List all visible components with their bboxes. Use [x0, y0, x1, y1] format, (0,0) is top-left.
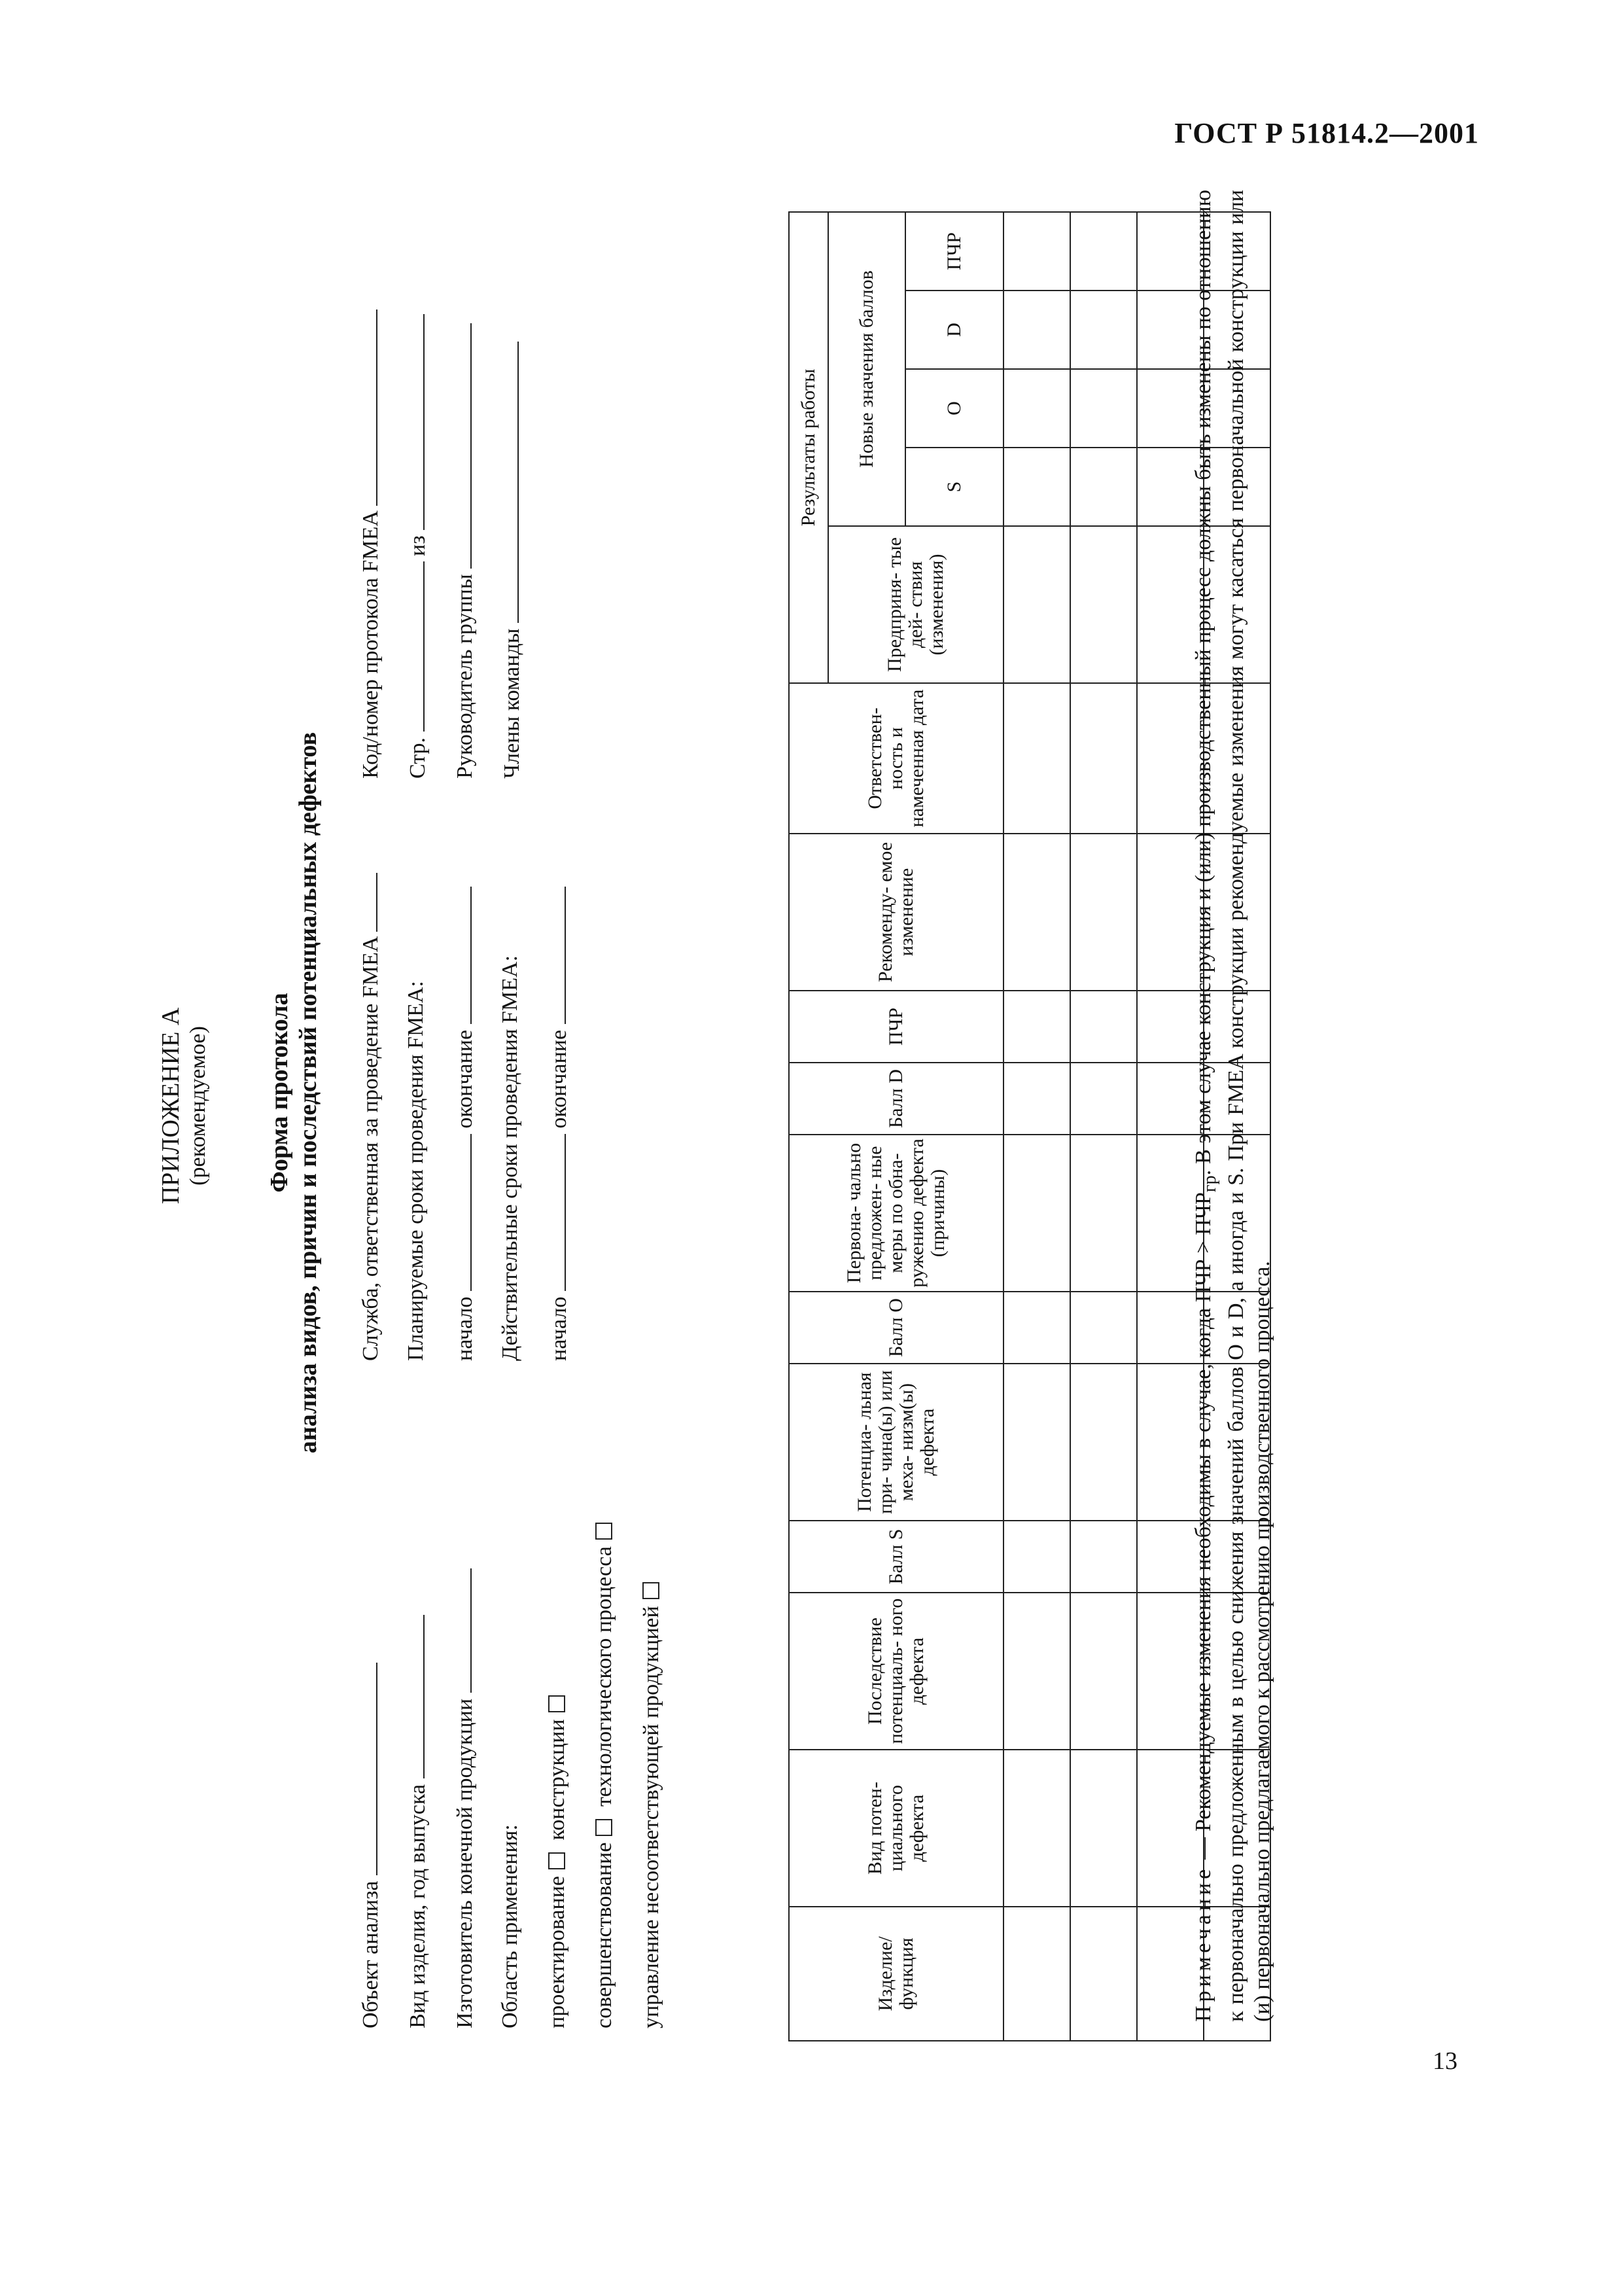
leader-label: Руководитель группы — [453, 574, 477, 779]
col-header-10: Ответствен- ность и намеченная дата — [789, 683, 1003, 834]
planned-end-field[interactable] — [451, 887, 472, 1024]
table-cell[interactable] — [1070, 448, 1137, 526]
table-cell[interactable] — [1070, 291, 1137, 369]
table-cell[interactable] — [1003, 291, 1070, 369]
appendix-subtitle: (рекомендуемое) — [186, 1026, 210, 1186]
tech-process-checkbox[interactable] — [595, 1523, 612, 1540]
product-type-row — [404, 1615, 430, 2028]
page-number: 13 — [1433, 2047, 1457, 2075]
note-text-1: — Рекомендуемые изменения необходимы в случае, когда ПЧР > ПЧР — [1191, 1192, 1215, 1865]
table-cell[interactable] — [1070, 834, 1137, 991]
members-row — [498, 342, 525, 779]
members-label: Члены команды — [500, 628, 524, 779]
planned-dates-row — [451, 887, 478, 1361]
col-header-7: Балл D — [789, 1063, 1003, 1135]
product-type-label: Вид изделия, год выпуска — [406, 1784, 430, 2028]
application-row — [498, 1824, 523, 2028]
table-cell[interactable] — [1003, 683, 1070, 834]
table-cell[interactable] — [1003, 369, 1070, 448]
code-field[interactable] — [357, 309, 377, 506]
design-row — [545, 1689, 570, 2028]
document-code: ГОСТ Р 51814.2—2001 — [1174, 117, 1479, 149]
service-row — [357, 873, 383, 1361]
page-row — [404, 314, 430, 779]
col-header-4: Потенциа- льная при- чина(ы) или меха- низм(ы) дефекта — [789, 1364, 1003, 1521]
service-field[interactable] — [357, 873, 377, 932]
actual-row — [498, 955, 523, 1361]
manufacturer-field[interactable] — [451, 1568, 472, 1693]
page-label: Стр. — [406, 737, 430, 779]
table-cell[interactable] — [1070, 1750, 1137, 1907]
product-type-field[interactable] — [404, 1615, 425, 1778]
leader-field[interactable] — [451, 323, 472, 569]
table-cell[interactable] — [1070, 212, 1137, 291]
object-label: Объект анализа — [358, 1881, 383, 2028]
actual-end-field[interactable] — [545, 887, 566, 1024]
object-row — [357, 1663, 383, 2028]
improvement-label: совершенствование — [592, 1842, 616, 2028]
improvement-checkbox[interactable] — [595, 1819, 612, 1836]
code-label: Код/номер протокола FMEA — [358, 511, 383, 779]
col-header-8: ПЧР — [789, 991, 1003, 1063]
table-cell[interactable] — [1070, 1907, 1137, 2041]
planned-row — [404, 981, 428, 1361]
note-subscript: гр — [1199, 1175, 1220, 1193]
table-cell[interactable] — [1003, 212, 1070, 291]
rotated-form — [157, 183, 1413, 2041]
table-cell[interactable] — [1070, 1063, 1137, 1135]
table-cell[interactable] — [1070, 1135, 1137, 1292]
table-row — [1003, 212, 1070, 2041]
col-header-1: Вид потен- циального дефекта — [789, 1750, 1003, 1907]
table-cell[interactable] — [1070, 369, 1137, 448]
actual-start-label: начало — [547, 1296, 571, 1361]
construction-label: конструкции — [545, 1719, 569, 1841]
actual-dates-row — [545, 887, 572, 1361]
form-title-line2: анализа видов, причин и последствий потенциальных дефектов — [294, 732, 322, 1454]
new-col-pchr: ПЧР — [905, 212, 1003, 291]
form-title — [265, 471, 323, 1714]
actual-end-label: окончание — [547, 1029, 571, 1129]
manufacturer-label: Изготовитель конечной продукции — [453, 1698, 477, 2028]
page-total-field[interactable] — [404, 314, 425, 530]
tech-process-label: технологического процесса — [592, 1546, 616, 1807]
note-text-2: . В этом случае конструкция и (или) производственный процесс должны быть изменены по отношению к первоначально предложенным в целью снижения значений баллов O и D, а иногда и S. При FMEA конструкции рекомендуемые изменения могут касаться первоначальной конструкции или (и) первоначально предлагаемого к рассмотрению производственного процесса. — [1191, 190, 1274, 2022]
manufacturer-row — [451, 1568, 478, 2028]
col-header-0: Изделие/ функция — [789, 1907, 1003, 2041]
col-header-5: Балл O — [789, 1292, 1003, 1364]
note-label: Примечание — [1191, 1865, 1215, 2022]
planned-start-field[interactable] — [451, 1134, 472, 1291]
nonconforming-row — [639, 1576, 664, 2028]
table-row — [1070, 212, 1137, 2041]
table-cell[interactable] — [1003, 1364, 1070, 1521]
of-label: из — [406, 535, 430, 556]
table-cell[interactable] — [1003, 1063, 1070, 1135]
code-row — [357, 309, 383, 779]
appendix-heading — [157, 877, 212, 1335]
application-label: Область применения: — [498, 1824, 522, 2028]
table-cell[interactable] — [1070, 1364, 1137, 1521]
table-cell[interactable] — [1070, 1292, 1137, 1364]
new-col-o: O — [905, 369, 1003, 448]
appendix-title: ПРИЛОЖЕНИЕ А — [157, 1007, 184, 1205]
planned-end-label: окончание — [453, 1029, 477, 1129]
table-cell[interactable] — [1003, 1593, 1070, 1750]
nonconforming-label: управление несоответствующей продукцией — [639, 1606, 663, 2028]
leader-row — [451, 323, 478, 779]
table-cell[interactable] — [1070, 683, 1137, 834]
table-cell[interactable] — [1070, 991, 1137, 1063]
actual-label: Действительные сроки проведения FMEA: — [498, 955, 522, 1361]
col-header-11: Предприня- тые дей- ствия (изменения) — [828, 526, 1003, 683]
nonconforming-checkbox[interactable] — [642, 1582, 659, 1599]
table-cell[interactable] — [1003, 1907, 1070, 2041]
col-header-2: Последствие потенциаль- ного дефекта — [789, 1593, 1003, 1750]
members-field[interactable] — [498, 342, 519, 623]
col-header-9: Рекоменду- емое изменение — [789, 834, 1003, 991]
page-field[interactable] — [404, 561, 425, 732]
table-cell[interactable] — [1003, 1521, 1070, 1593]
table-cell[interactable] — [1003, 526, 1070, 683]
planned-label: Планируемые сроки проведения FMEA: — [404, 981, 428, 1361]
planned-start-label: начало — [453, 1296, 477, 1361]
object-field[interactable] — [357, 1663, 377, 1875]
results-header: Результаты работы — [789, 212, 828, 683]
construction-checkbox[interactable] — [548, 1695, 565, 1712]
note — [1191, 190, 1276, 2022]
design-checkbox[interactable] — [548, 1852, 565, 1869]
table-cell[interactable] — [1003, 991, 1070, 1063]
col-header-3: Балл S — [789, 1521, 1003, 1593]
form-title-line1: Форма протокола — [266, 993, 293, 1193]
service-label: Служба, ответственная за проведение FMEA — [358, 937, 383, 1361]
table-cell[interactable] — [1003, 1750, 1070, 1907]
table-cell[interactable] — [1070, 1593, 1137, 1750]
table-cell[interactable] — [1003, 448, 1070, 526]
actual-start-field[interactable] — [545, 1134, 566, 1291]
table-cell[interactable] — [1070, 1521, 1137, 1593]
table-cell[interactable] — [1003, 1135, 1070, 1292]
design-label: проектирование — [545, 1875, 569, 2028]
improvement-row — [592, 1516, 617, 2028]
new-col-s: S — [905, 448, 1003, 526]
new-col-d: D — [905, 291, 1003, 369]
table-cell[interactable] — [1003, 834, 1070, 991]
col-header-6: Первона- чально предложен- ные меры по обна- ружению дефекта (причины) — [789, 1135, 1003, 1292]
table-cell[interactable] — [1003, 1292, 1070, 1364]
table-cell[interactable] — [1070, 526, 1137, 683]
new-scores-header: Новые значения баллов — [828, 212, 905, 526]
